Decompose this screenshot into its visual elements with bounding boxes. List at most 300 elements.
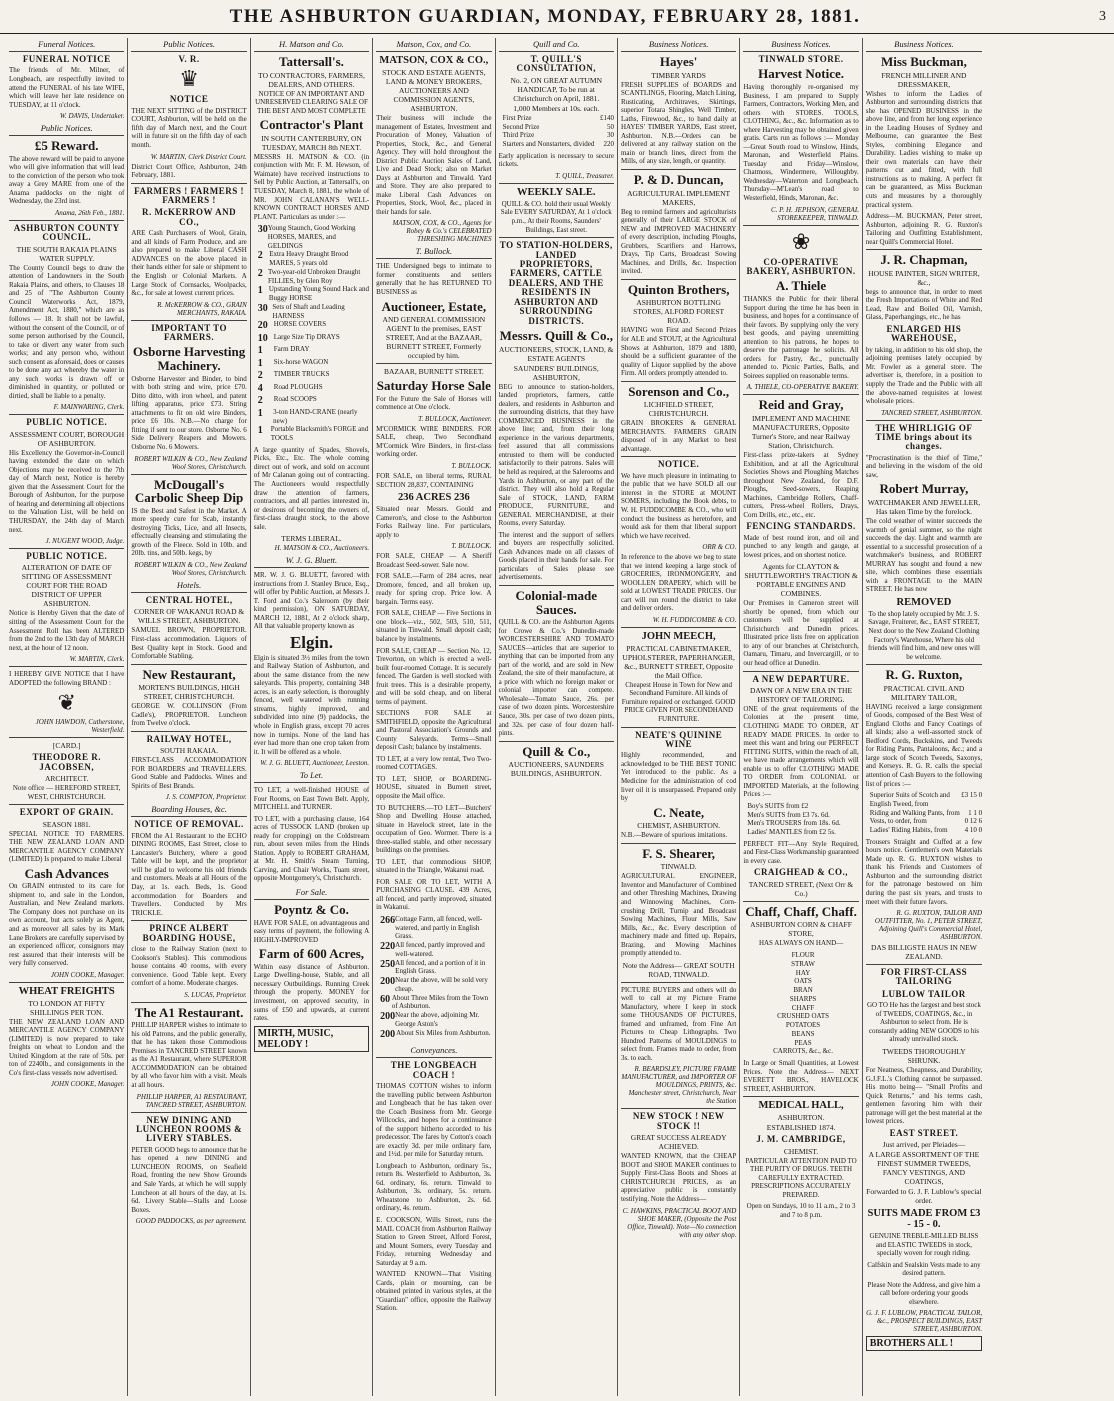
shearer-sub: TINWALD. <box>660 862 697 872</box>
cambridge-sub: CHEMIST. <box>783 1146 819 1156</box>
meech-heading: JOHN MEECH, <box>641 630 716 642</box>
neate-sub: CHEMIST, ASHBURTON. <box>637 821 721 831</box>
list-item: Ladies' MANTLES from £2 5s. <box>747 828 836 837</box>
lublow-body: GO TO He has the largest and best stock of TWEEDS, COATINGS, &c., in Ashburton to select from. He is constantly adding NEW GOODS to his already unrivalled stock. <box>866 1001 981 1044</box>
craighead-sub: TANCRED STREET, (Next Orr & Co.) <box>748 879 854 898</box>
craighead-heading: CRAIGHEAD & CO., <box>754 867 849 878</box>
section-heading: Business Notices. <box>743 38 858 52</box>
central-hotel-body: SAMUEL BROWN, PROPRIETOR. First-class accommodation. Liquors of Best Quality kept in Stock. Good and Comfortable Stabling. <box>131 626 247 661</box>
list-item: 220 All fenced, partly improved and well-watered. <box>380 941 485 958</box>
wheat-heading: WHEAT FREIGHTS <box>18 985 115 997</box>
list-item: 2 Two-year-old Unbroken Draught FILLIES, by Glen Roy <box>257 267 361 285</box>
chapman-body: begs to announce that, in order to meet the Fresh Importations of White and Red Lead, Raw and Boiled Oil, Varnish, Glass, Paperhangings, etc., he has <box>865 287 983 322</box>
acres-heading: 236 ACRES 236 <box>397 492 470 504</box>
hayes-body: FRESH SUPPLIES of BOARDS and SCANTLINGS, Flooring, Match Lining, Rusticating, Architraves, Skirtings, superior Totara Shingles, Well Timber, Laths, Firewood, &c., to hand daily at HAYES' TIMBER YARDS, East street, Ashburton. N.B.—Orders can be delivered at any railway station on the main or branch lines, direct from the Mills, of any size, length, or quantity. <box>620 80 737 166</box>
bluett-body: MR. W. J. G. BLUETT, favored with instructions from J. Stanley Bruce, Esq., will offer by Public Auction, at Messrs J. T. Ford and Co.'s Saleroom (by their kind permission), ON SATURDAY, MARCH 12, 1881, At 2 o'clock sharp, All that valuable property known as <box>253 571 370 631</box>
lublow-side-label: LUBLOW TAILOR <box>882 988 966 999</box>
duncan-body: Beg to remind farmers and agriculturists generally of their LARGE STOCK of NEW and IMPROVED MACHINERY of every description, including Ploughs, Grubbers, Scarifiers and Harrows, Drays, Tip Carts, Broadcast Sowing Machines, and Drills, &c. Inspection invited. <box>620 207 737 276</box>
fencing-body: Made of best round iron, and oil and punched to any length and gauge, at lowest prices, and on shortest notice. <box>743 533 859 559</box>
public-notice-2-signature: W. MARTIN, Clerk. <box>69 655 125 664</box>
tinwald-store-heading: TINWALD STORE. <box>758 54 844 64</box>
tattersall-sub: TO CONTRACTORS, FARMERS, DEALERS, AND OTHERS. <box>258 70 365 89</box>
reward-heading: £5 Reward. <box>34 138 99 154</box>
list-item: POTATOES <box>785 1021 821 1029</box>
column-6 <box>618 38 740 1396</box>
matson-heading: MATSON, COX & CO., <box>379 55 489 66</box>
list-item: Boy's SUITS from £2 <box>747 801 809 810</box>
prize-list <box>503 114 614 149</box>
enlarged-signature: TANCRED STREET, ASHBURTON. <box>881 408 983 417</box>
mckerrow-heading: R. McKERROW AND CO., <box>142 207 237 227</box>
central-hotel-heading: CENTRAL HOTEL, <box>145 595 233 605</box>
notice-heading: NOTICE. <box>658 459 700 470</box>
picture-signature: R. BEARDSLEY, PICTURE FRAME MANUFACTURER, and IMPORTER OF MOULDINGS, PRINTS, &c. Manchester street, Christchurch, Near the Station <box>621 1065 737 1106</box>
removal-heading: NOTICE OF REMOVAL. <box>134 819 244 830</box>
page-columns <box>6 38 1108 1396</box>
mckerrow-body: ARE Cash Purchasers of Wool, Grain, and all kinds of Farm Produce, and are also prepared to make Liberal CASH ADVANCES on the above placed in their hands either for sale or shipment to the English or Colonial Markets. A Large Stock of Cornsacks, Woolpacks, &c., for sale at lowest current prices. <box>131 229 247 298</box>
luncheon-signature: GOOD PADDOCKS, as per agreement. <box>135 1217 247 1226</box>
ruxton-body-2: Trousers Straight and Cuffed at a few hours notice. Gentlemen's own Materials Made up. R. G. RUXTON wishes to thank his Friends and Customers of Ashburton and the surrounding district for the patronage bestowed on him during the past six years, and trusts to meet with their future favors. <box>865 837 983 906</box>
cambridge-footer: Open on Sundays, 10 to 11 a.m., 2 to 3 and 7 to 8 p.m. <box>746 1202 856 1219</box>
page-number: 3 <box>1099 8 1106 24</box>
acres-signature: T. BULLOCK. <box>451 542 492 551</box>
lublow-body-2: For Neatness, Cheapness, and Durability, G.J.F.L.'s Clothing cannot be surpassed. His motto being— "Small Profits and Quick Returns," and his terms cash, gentlemen favoring him with their patronage will get the best material at the lowest prices. <box>865 1066 983 1126</box>
medical-hall-established: ESTABLISHED 1874. <box>766 1123 836 1133</box>
thiele-signature: A. THIELE, CO-OPERATIVE BAKERY. <box>746 383 859 392</box>
mckerrow-signature: R. McKERROW & CO., GRAIN MERCHANTS, RAKAIA. <box>157 300 247 317</box>
council-body: The County Council begs to draw the attention of Landowners in the South Rakaia Plains, and others, to Clauses 18 and 25 of "The Ashburton County Council Waterworks Act, 1879, Amendment Act, 1880," which are as follows — 18. It shall not be lawful, without the consent of the Council, or of some person authorised by the Council, to take or divert any water from such works; and any person who, without such consent as aforesaid, does or causes to be done any act whereby the water in any such works is drawn off or diminished in quantity, or polluted or dirtied, shall be liable to a penalty. <box>9 263 125 400</box>
chaff-heading: Chaff, Chaff, Chaff. <box>745 903 857 919</box>
quill-footer-heading: Quill & Co., <box>522 743 591 759</box>
public-notice-2-heading: PUBLIC NOTICE. <box>26 551 108 562</box>
list-item: 1 Six-horse WAGON <box>257 357 329 369</box>
osborne-heading: Osborne Harvesting Machinery. <box>132 344 246 374</box>
list-item: CRUSHED OATS <box>777 1012 829 1021</box>
council-subheading: THE SOUTH RAKAIA PLAINS WATER SUPPLY. <box>16 244 117 263</box>
section-heading: For Sale. <box>254 886 369 900</box>
section-12-body: FOR SALE, CHEAP — Section No. 12, Trevorton, on which is erected a well-built four-roomed Cottage. It is securely fenced. The Garden is well stocked with fruit trees. This is a desirable property, and will be sold cheap, and on liberal terms of payment. <box>376 646 492 706</box>
cambridge-heading: J. M. CAMBRIDGE, <box>756 1134 846 1145</box>
ruxton-signature: R. G. RUXTON, TAILOR AND OUTFITTER, No. 1, PETER STREET, Adjoining Quill's Commercial Hotel, ASHBURTON. <box>874 909 983 942</box>
clayton-heading: Agents for CLAYTON & SHUTTLEWORTH'S TRACTION & PORTABLE ENGINES AND COMBINES. <box>744 562 858 599</box>
plant-body: MESSRS H. MATSON & CO. (in conjunction with Mr. F. M. Hewson, of Waimate) have received instructions to Sell by Public Auction, at Tattersall's, on TUESDAY, March 8, 1881, the whole of MR. JOHN CALANAN'S WELL-KNOWN CONTRACT HORSES AND PLANT. Particulars as under :— <box>253 152 370 221</box>
osborne-body: Osborne Harvester and Binder, to bind with both string and wire, price £70. Ditto ditto, with iron wheel, and patent lifting apparatus, price £73. String attachments to fit on old wire Binders, price £6 10s. N.B.—No charge for fitting if sent to our store. Osborne No. 6 Side Delivery Reapers and Mowers. Osborne No. 6 Mowers. <box>131 374 247 451</box>
list-item: 30 Young Staunch, Good Working HORSES, MARES, and GELDINGS <box>257 224 356 250</box>
purchasing-clause-body: FOR SALE OR TO LET, WITH A PURCHASING CLAUSE. 439 Acres, all fenced, and partly improved, situated in Wakanui. <box>376 877 492 912</box>
masthead <box>0 0 1114 34</box>
neate-heading: C. Neate, <box>653 804 705 820</box>
luncheon-body: PETER GOOD begs to announce that he has opened a new DINING and LUNCHEON ROOMS, on Seafield Road, fronting the new Show Grounds and Sale Yards, at which he will supply Luncheon at all hours of the day, at 1s. 6d. Livery Stable—Stalls and Loose Boxes. <box>131 1145 247 1214</box>
list-item: CHAFF <box>791 1003 815 1012</box>
reid-gray-body: First-class prize-takers at Sydney Exhibition, and at all the Agricultural Societies Shows and Ploughing Matches throughout New Zealand, for D.F. Ploughs, Seed-sowers, Reaping Machines, Cambridge Rollers, Chaff-cutters, Press-wheel Rollers, Drays, Corn Drills, etc., etc., etc. <box>743 450 859 519</box>
tinwald-signature: C. P. H. JEPHSON, GENERAL STOREKEEPER, TINWALD. <box>770 205 859 222</box>
hayes-heading: Hayes' <box>659 54 698 69</box>
list-item: BEANS <box>791 1029 815 1038</box>
price-list <box>747 802 858 837</box>
new-stock-heading: NEW STOCK ! NEW STOCK !! <box>632 1111 725 1131</box>
new-stock-body: WANTED KNOWN, that the CHEAP BOOT and SHOE MAKER continues to Supply First-Class Boots and Shoes at CHRISTCHURCH PRICES, as an appreciative public is constantly testifying. Note the Address— <box>620 1152 737 1204</box>
plant-body-2: A large quantity of Spades, Shovels, Picks, Etc., Etc. The whole coming direct out of work, and sold on account of Mr Calanan going out of contracting. The Auctioneers would respectfully draw the attention of farmers, contractors, and all parties interested in, or desirous of becoming the owners of, first-class draught stock, to the above sale. <box>253 445 370 531</box>
list-item: 200 About Six Miles from Ashburton. <box>380 1028 491 1040</box>
list-item: 266 Cottage Farm, all fenced, well-watered, and partly in English Grass. <box>380 914 483 941</box>
ruxton-sub: PRACTICAL CIVIL AND MILITARY TAILOR, <box>883 683 965 702</box>
important-farmers-heading: IMPORTANT TO FARMERS. <box>151 322 227 343</box>
reward-body: The above reward will be paid to anyone who will give information that will lead to the conviction of the person who took away a Grey MARE from one of the Anama paddocks on the night of Wednesday, the 23rd inst. <box>9 154 125 206</box>
railway-hotel-sub: SOUTH RAKAIA. <box>160 746 219 756</box>
new-stock-sub: GREAT SUCCESS ALREADY ACHIEVED. <box>630 1133 727 1152</box>
list-item: 200 Near the above, adjoining Mr. George Aston's <box>380 1011 480 1028</box>
railway-hotel-signature: J. S. COMPTON, Proprietor. <box>165 793 247 802</box>
smithfield-body: SECTIONS FOR SALE at SMITHFIELD, opposite the Agricultural and Pastoral Association's Grounds and County Saleyards. Terms—Small deposit Cash; balance by instalments. <box>376 709 492 752</box>
thiele-heading: A. Thiele <box>775 278 827 294</box>
farmers-heading: FARMERS ! FARMERS ! FARMERS ! <box>134 185 245 206</box>
list-item: 10 Large Size Tip DRAYS <box>257 332 340 344</box>
railway-hotel-body: FIRST-CLASS ACCOMMODATION FOR BOARDERS and TRAVELLERS. Good Stable and Paddocks. Wines and Spirits of Best Brands. <box>131 756 247 790</box>
a1-signature: PHILLIP HARPER, A1 RESTAURANT, TANCRED STREET, ASHBURTON. <box>136 1092 247 1109</box>
removed-body: To the shop lately occupied by Mr. J. S. Savage, Fruiterer, &c., EAST STREET, Next door to the New Zealand Clothing Factory's Warehouse, Where his old friends will find him, and new ones will be welcome. <box>867 609 980 661</box>
sorenson-heading: Sorenson and Co., <box>628 383 730 399</box>
clayton-body: Our Premises in Cameron street will shortly be opened, from which our customers will be supplied at Christchurch and Dunedin prices. Illustrated price lists free on application to any of our branches at Christchurch, Oamaru, Timaru, and Invercargill, or to our head office at Dunedin. <box>743 599 859 667</box>
list-item: 2 TIMBER TRUCKS <box>257 370 330 382</box>
assortment-label: A LARGE ASSORTMENT OF THE FINEST SUMMER TWEEDS, FANCY VESTINGS, AND COATINGS, <box>868 1150 980 1187</box>
lublow-signature: G. J. F. LUBLOW, PRACTICAL TAILOR, &c., PROSPECT BUILDINGS, EAST STREET, ASHBURTON. <box>866 1309 983 1334</box>
new-restaurant-heading: New Restaurant, <box>142 666 236 682</box>
quinton-sub: ASHBURTON BOTTLING STORES, ALFORD FOREST ROAD. <box>633 298 725 326</box>
export-heading: EXPORT OF GRAIN. <box>19 807 114 818</box>
vr-heading: V. R. <box>178 54 200 64</box>
export-sub: SEASON 1881. <box>42 819 91 829</box>
cash-heading: Cash Advances <box>24 865 109 881</box>
new-stock-signature: C. HAWKINS, PRACTICAL BOOT AND SHOE MAKER, (Opposite the Post Office, Tinwald). Note—No connection with any other shop. <box>622 1206 737 1239</box>
a1-heading: The A1 Restaurant. <box>134 1004 244 1020</box>
binders-signature: T. BULLOCK. <box>451 461 492 470</box>
weekly-sale-body: QUILL & CO. hold their usual Weekly Sale EVERY SATURDAY, At 1 o'clock p.m., At their Rooms, Saunders' Buildings, East street. <box>500 199 612 234</box>
notice-body: We have much pleasure in intimating to the public that we have SOLD all our interest in the STORE at MOUNT SOMERS, including the Book debts, to W. H. FUDDICOMBE & CO., who will conduct the business as heretofore, and would ask for them that liberal support which we have received. <box>620 471 737 540</box>
ruxton-heading: R. G. Ruxton, <box>885 667 963 683</box>
sorenson-sub: LICHFIELD STREET, CHRISTCHURCH. <box>643 400 714 419</box>
medical-hall-heading: MEDICAL HALL, <box>758 1100 844 1112</box>
matson-body: Their business will include the management of Estates, Investment and Procuration of Money, Valuation of Properties, Stock, &c., and General Agency. They will hold throughout the District Public Auction Sales of Land, Live and Dead Stock; also on Market Days at Ashburton and Tinwald. Yard and Store. They are also prepared to make Liberal Cash Advances on Properties, Stock, Wool, &c., placed in their hands for sale. <box>376 114 492 216</box>
auctioneer-heading: Auctioneer, Estate, <box>381 298 487 314</box>
echo-body: FROM the A1 Restaurant to the ECHO DINING ROOMS, East Street, close to Lancaster's Butchery, where a good Table will be kept, and the proprietor will be glad to welcome his old friends and customers. Meals at all Hours of the Day, at 1s. each. Beds, 1s. Good accommodation for Boarders and Travellers. Conducted by Mrs TRICKLE. <box>131 831 247 917</box>
coach-heading: THE LONGBEACH COACH ! <box>390 1060 477 1080</box>
buckman-heading: Miss Buckman, <box>880 54 967 69</box>
quill-heading: Messrs. Quill & Co., <box>499 328 613 344</box>
list-item: 2 Road SCOOPS <box>257 395 317 407</box>
new-restaurant-body: GEORGE W. COLLINSON (From Cadle's), PROPRIETOR. Luncheon from Twelve o'clock. <box>131 702 247 728</box>
public-notice-sub: ASSESSMENT COURT, BOROUGH OF ASHBURTON. <box>9 429 125 448</box>
section-heading: Business Notices. <box>866 38 982 52</box>
list-item: Third Prize 30 <box>502 131 614 140</box>
plant-signature: H. MATSON & CO., Auctioneers. <box>274 544 370 553</box>
elgin-heading: Elgin. <box>289 632 333 652</box>
departure-sub: DAWN OF A NEW ERA IN THE HISTORY OF TAILORING. <box>750 685 853 704</box>
wheatsheaf-icon: ❀ <box>791 228 811 254</box>
acres-body: Situated near Messrs. Gould and Cameron's, and close to the Ashburton Forks Railway line. For particulars, apply to <box>376 505 492 539</box>
brand-notice: I HEREBY GIVE NOTICE that I have ADOPTED the following BRAND : <box>9 670 125 687</box>
plant-sub: IN SOUTH CANTERBURY, ON TUESDAY, MARCH 8th NEXT. <box>261 133 362 152</box>
newspaper-title: THE ASHBURTON GUARDIAN, MONDAY, FEBRUARY 28, 1881. <box>229 5 861 27</box>
chapman-sub: HOUSE PAINTER, SIGN WRITER, &c., <box>868 268 980 287</box>
column-5 <box>496 38 618 1396</box>
brand-signature: JOHN HAWDON, Cutherstone, Westerfield. <box>35 718 125 735</box>
shearer-heading: F. S. Shearer, <box>642 845 716 861</box>
section-heading: T. Bullock. <box>376 245 491 259</box>
terms-label: TERMS LIBERAL. <box>281 534 342 544</box>
enlarged-heading: ENLARGED HIS WAREHOUSE, <box>886 323 962 344</box>
column-2 <box>128 38 250 1396</box>
farm-heading: Farm of 600 Acres, <box>258 946 365 962</box>
section-heading: Conveyances. <box>376 1044 491 1058</box>
column-8 <box>863 38 985 1396</box>
brothers-heading: BROTHERS ALL ! <box>866 1336 982 1351</box>
section-heading: Hotels. <box>131 579 246 593</box>
bullock-body: THE Undersigned begs to intimate to former constituents and settlers generally that he has RETURNED TO BUSINESS as <box>376 262 492 296</box>
ruxton-body: HAVING received a large consignment of Goods, composed of the Best West of England Cloths and Fancy Coatings of all kinds; also a well-assorted stock of Bedford Cords, Buckskins, and Tweeds for Riding Pants, Pantaloons, &c.; and a large stock of Scotch Tweeds, Saxonys, and Kerseys. R. G. R. calls the special attention of Cash Buyers to the following list of prices :— <box>865 702 983 788</box>
buckman-sub: FRENCH MILLINER AND DRESSMAKER, <box>881 70 967 89</box>
prince-albert-signature: S. LUCAS, Proprietor. <box>184 990 247 999</box>
buckman-body: Wishes to inform the Ladies of Ashburton and surrounding districts that she has OPENED BUSINESS in the above line, and from her long experience in the Leading Houses of Sydney and Melbourne, can guarantee the Best Styles, combining Elegance and Durability. Ladies wishing to make up their own materials can have their patterns cut and fitted, with full instructions as to making. A perfect fit can be guaranteed, as Miss Buckman cuts and measures by a thoroughly practical system. <box>865 89 983 209</box>
chaff-items <box>747 951 858 1056</box>
funeral-heading: FUNERAL NOTICE <box>22 54 111 64</box>
quill-body-2: The interest and the support of sellers and buyers are respectfully solicited. Cash Advances made on all classes of Goods placed in their hands for sale. For particulars of Sales please see advertisements. <box>498 530 614 582</box>
buckman-signature: Address—M. BUCKMAN, Peter street, Ashburton, adjoining R. G. Ruxton's Tailoring and Outfitting Establishment, near Quill's Commercial Hotel. <box>865 212 983 246</box>
list-item: CARROTS, &c., &c. <box>773 1047 833 1056</box>
column-7 <box>740 38 862 1396</box>
notice-signature-2: W. H. FUDDICOMBE & CO. <box>652 615 737 624</box>
plant-items <box>258 224 369 443</box>
section-heading: Public Notices. <box>9 122 124 136</box>
picture-body: PICTURE BUYERS and others will do well to call at my Picture Frame Manufactory, where I keep in stock some THOUSANDS OF PICTURES, framed and unframed, from Fine Art Pictures to Cheap Lithographs. Two Hundred Patterns of MOULDINGS to select from. Frames made to order, from 3s. to each. <box>620 985 737 1062</box>
consultation-sub: No. 2, ON GREAT AUTUMN HANDICAP, To be run at Christchurch on April, 1881. <box>510 75 603 103</box>
departure-body: ONE of the great requirements of the Colonies at the present time, CLOTHING MADE TO ORDER, AT READY MADE PRICES. In order to meet this want and bring our PERFECT FITTING SUITS, within the reach of all, we have made arrangements which will enable us to offer CLOTHING MADE TO ORDER from COLONIAL or IMPORTED Materials, at the following Prices :— <box>743 704 859 799</box>
list-item: Riding and Walking Pants, from 1 1 0 <box>869 808 983 817</box>
meech-body: Cheapest House in Town for New and Secondhand Furniture. All kinds of Furniture repaired or exchanged. GOOD PRICE GIVEN FOR SECONDHAND FURNITURE. <box>621 680 736 723</box>
binders-body: M'CORMICK WIRE BINDERS. FOR SALE, cheap, Two Secondhand M'Cormick Wire Binders, in first-class working order. <box>376 424 492 459</box>
departure-heading: A NEW DEPARTURE. <box>752 673 850 684</box>
thiele-body: THANKS the Public for their liberal Support during the time he has been in business, and hopes for a continuance of their favors. By supplying only the very best goods, and paying unremitting attention to his patrons, he hopes to deserve the patronage he solicits. All orders for Pastry, &c., punctually attended to. Picnic Parties, Balls, and Soirees supplied on reasonable terms. <box>743 295 859 380</box>
list-item: Superior Suits of Scotch and English Tweed, from £3 15 0 <box>869 791 983 808</box>
jacobsen-sub: ARCHITECT. <box>44 774 89 784</box>
neate-body: N.B.—Beware of spurious imitations. <box>620 831 728 840</box>
medical-hall-sub: ASHBURTON. <box>777 1113 825 1123</box>
consultation-heading: T. QUILL'S CONSULTATION, <box>516 54 597 74</box>
ruxton-prices <box>870 791 982 835</box>
farm-body: Within easy distance of Ashburton. Large Dwelling-house, Stable, and all necessary Outbuildings. Running Creek through the property. MONEY for investment, on approved security, in sums of £50 and upwards, at current rates. <box>253 962 370 1023</box>
section-heading: Business Notices. <box>621 38 736 52</box>
prince-albert-heading: PRINCE ALBERT BOARDING HOUSE, <box>142 923 236 943</box>
jacobsen-address: Note office — HEREFORD STREET, WEST, CHRISTCHURCH. <box>12 784 121 801</box>
removed-heading: REMOVED <box>896 596 952 608</box>
murray-body: The cold weather of winter succeeds the warmth of genial summer, so the night succeeds the day. Light and warmth are essential to a successful prosecution of a watchmaker's business, and ROBERT MURRAY has sought and found a new site, which combines these essentials with a FRONTAGE to the MAIN STREET. He has now <box>865 517 983 594</box>
quinine-body: Highly recommended, and acknowledged to be THE BEST TONIC Yet introduced to the public. As a Medicine for the administration of cod liver oil it is unsurpassed. Prepared only by <box>620 751 737 803</box>
please-note-body: Please Note the Address, and give him a call before ordering your goods elsewhere. <box>867 1280 981 1306</box>
consultation-body: Early application is necessary to secure tickets. <box>498 151 614 169</box>
shearer-body: AGRICULTURAL ENGINEER, Inventor and Manufacturer of Combined and other Threshing Machines, Drawing and Winnowing Machines, Corn-crushing Drill, Turnip and Broadcast Sowing Machines, Flour Mills, Saw Mills, &c., &c. Every description of machinery made and fitted up. Repairs, Brazing, and Mowing Machines promptly attended to. <box>620 872 737 958</box>
enlarged-body: by taking, in addition to his old shop, the adjoining premises lately occupied by Mr. Fowler as a general store. The advertiser is, therefore, in a position to supply the Trade and the Public with all the above-named requisites at lowest wholesale prices. <box>865 345 983 406</box>
genuine-body: GENUINE TREBLE-MILLED BLISS and ELASTIC TWEEDS in stock, specially woven for rough riding. <box>869 1232 979 1258</box>
weekly-sale-heading: WEEKLY SALE. <box>516 186 596 198</box>
cottages-body: TO LET, at a very low rental, Two Two-roomed COTTAGES. <box>376 754 492 772</box>
coach-body: THOMAS COTTON wishes to inform the travelling public between Ashburton and Longbeach that he has taken over the Coach Business from Mr. George Willcocks, and hopes for a continuance of the support hitherto accorded to his predecessor. The fares by Cotton's coach are exactly 3d. per mile ordinary fare, and 1½d. per mile for Saturday return. <box>376 1082 492 1159</box>
list-item: 250 All fenced, and a portion of it in English Grass. <box>380 958 486 976</box>
to-let-2-body: TO LET, with a purchasing clause, 164 acres of TUSSOCK LAND (broken up ready for cropping) on the Coldstream run, about seven miles from the Hinds Station. Apply to ROBERT GRAHAM, at Mr. H. Smith's Steam Turning, Carving, and Chair Works, Tuam street, opposite Montgomery's, Christchurch. <box>253 814 370 883</box>
a1-body: PHILLIP HARPER wishes to intimate to his old Patrons, and the public generally, that he has taken those Commodious Premises in TANCRED STREET known as the A1 Restaurant, where SUPERIOR ACCOMMODATION can be obtained by all who favor him with a visit. Meals at all hours. <box>131 1021 247 1089</box>
list-item: 30 Sets of Shaft and Leading HARNESS <box>257 302 345 320</box>
quinton-heading: Quinton Brothers, <box>627 281 730 297</box>
list-item: BRAN <box>793 986 813 994</box>
list-item: First Prize £140 <box>502 113 614 122</box>
hayes-sub: TIMBER YARDS <box>651 70 706 80</box>
coach-times: Longbeach to Ashburton, ordinary 5s., return 8s. Westerfield to Ashburton, 3s. 6d. ordinary, 6s. return. Tinwald to Ashburton, 3s. ordinary, 5s. return. Wheatstone to Ashburton, 2s. 6d. ordinary, 4s. return. <box>376 1161 492 1213</box>
lublow-heading: FOR FIRST-CLASS TAILORING <box>880 967 968 987</box>
cash-body: On GRAIN entrusted to its care for shipment to, and sale in the London, Australian, and New Zealand markets. The Company does not purchase on its own account, but acts solely as Agent, and as moreover all sales by its Mark Lane Brokers are carefully supervised by an experienced officer, consignors may rest assured that their interests will be very fully conserved. <box>9 882 125 968</box>
column-1 <box>6 38 128 1396</box>
public-notice-signature: J. NUGENT WOOD, Judge. <box>45 537 125 546</box>
column-4 <box>373 38 495 1396</box>
harvest-heading: Harvest Notice. <box>758 66 844 82</box>
calfskin-body: Calfskin and Sealskin Vests made to any desired pattern. <box>867 1260 981 1278</box>
quinine-heading: NEATE'S QUININE WINE <box>635 729 723 749</box>
shearer-address: Note the Address— GREAT SOUTH ROAD, TINWALD. <box>622 960 735 979</box>
list-item: PEAS <box>794 1038 812 1047</box>
duncan-heading: P. & D. Duncan, <box>633 171 724 187</box>
district-notice-body: THE NEXT SITTING of the DISTRICT COURT, Ashburton, will be held on the fifth day of March next, and the Court will in future sit on the fifth day of each month. <box>131 106 247 149</box>
chaff-body-2: In Large or Small Quantities, at Lowest Prices. Note the Address— NEXT EVERETT BROS., HAVELOCK STREET, ASHBURTON. <box>743 1059 859 1093</box>
public-notice-heading: PUBLIC NOTICE. <box>26 417 108 428</box>
consultation-signature: T. QUILL, Treasurer. <box>555 171 614 180</box>
section-heading: To Let. <box>254 769 369 783</box>
sheep-dip-body: IS the Best and Safest in the Market. A more speedy cure for Scab, instantly destroying Ticks, Lice, and all Insects, effectually cleansing and stimulating the growth of the Fleece. Sold in 10lb. and 20lb. tins, and 50lb. kegs, by <box>131 506 247 558</box>
section-heading: H. Matson and Co. <box>254 38 369 52</box>
sorenson-body: GRAIN BROKERS & GENERAL MERCHANTS. FARMERS GRAIN disposed of in any Market to best advantage. <box>620 419 737 453</box>
prince-albert-body: close to the Railway Station (next to Cookson's Stables). This commodious house contains 40 rooms, with every convenience. Good Table kept. Every comfort of a home. Moderate charges. <box>131 944 247 988</box>
luncheon-heading: NEW DINING AND LUNCHEON ROOMS & LIVERY STABLES. <box>136 1114 243 1144</box>
poyntz-body: HAVE FOR SALE, on advantageous and easy terms of payment, the following A HIGHLY-IMPROVED <box>253 918 370 944</box>
public-notice-body: His Excellency the Governor-in-Council having extended the date on which Objections may be received to the 7th day of March next, Notice is hereby given that the Assessment Court for the Borough of Ashburton, for the purpose of hearing and determining all objections to the Valuation List, will be held on THURSDAY, the 24th day of March next. <box>9 448 125 534</box>
section-heading: W. J. G. Bluett. <box>254 554 369 568</box>
plant-heading: Contractor's Plant <box>259 117 364 133</box>
forwarded-label: Forwarded to G. J. F. Lublow's special order. <box>866 1187 982 1206</box>
list-item: 1 Farm DRAY <box>257 345 310 357</box>
list-item: Men's SUITS from £3 7s. 6d. <box>747 810 830 819</box>
murray-heading: Robert Murray, <box>879 481 969 497</box>
list-item: 2 Extra Heavy Draught Brood MARES, 5 years old <box>257 250 349 268</box>
plots-list <box>380 915 491 1041</box>
list-item: 20 HORSE COVERS <box>257 320 327 332</box>
tattersall-heading: Tattersall's. <box>279 54 344 69</box>
list-item: 1 Portable Blacksmith's FORGE and TOOLS <box>257 425 369 443</box>
osborne-signature: ROBERT WILKIN & CO., New Zealand Wool Stores, Christchurch. <box>134 454 247 471</box>
matson-signature: MATSON, COX, & CO., Agents for Robey & Co.'s CELEBRATED THRESHING MACHINES <box>392 219 492 244</box>
tinwald-body: Having thoroughly re-organised my Business, I am prepared to Supply Farmers, Contractors, Working Men, and others with STORES. TOOLS, CLOTHING, &c., &c. Information as to where Harvesting may be obtained given gratis. Carts run as follows :— Monday—Great South road to Winslow, Hinds, Maronan, and Westerfield Plains. Tuesday and Friday—Winslow, Chatmoss, Windermere, Willoughby. Wednesday—Waterton and Longbeach. Thursday—M'Lean's road to Westerfield, Hinds, Maronan, &c. <box>743 83 859 202</box>
cambridge-body: PARTICULAR ATTENTION PAID TO THE PURITY OF DRUGS. TEETH CAREFULLY EXTRACTED. PRESCRIPTIONS ACCURATELY PREPARED. <box>745 1156 857 1199</box>
jacobsen-heading: THEODORE R. JACOBSEN, <box>32 752 101 772</box>
card-label: [CARD.] <box>52 741 81 751</box>
list-item: Second Prize 50 <box>502 122 614 131</box>
list-item: Vests, to order, from 0 12 6 <box>869 817 983 826</box>
list-item: Men's TROUSERS from 18s. 6d. <box>747 819 841 828</box>
wheat-body: THE NEW ZEALAND LOAN AND MERCANTILE AGENCY COMPANY (LIMITED) is now prepared to take freights on wheat to London and the United Kingdom at the rate of 50s. per ton of 2240lb., and consignments in the Co's first-class vessels now advertised. <box>9 1017 125 1077</box>
railway-hotel-heading: RAILWAY HOTEL, <box>146 733 232 744</box>
cash-signature: JOHN COOKE, Manager. <box>50 970 125 979</box>
tweeds-label: TWEEDS THOROUGHLY SHRUNK. <box>882 1047 966 1066</box>
boarding-body: TO LET, SHOP, or BOARDING-HOUSE, situated in Burnett street, opposite the Mail office. <box>376 774 492 800</box>
district-notice-signature: W. MARTIN, Clerk District Court. <box>150 152 247 161</box>
central-hotel-sub: CORNER OF WAKANUI ROAD & WILLS STREET, ASHBURTON. <box>133 607 245 626</box>
list-item: 4 Road PLOUGHS <box>257 382 323 394</box>
sheep-dip-heading: McDougall's Carbolic Sheep Dip <box>134 476 244 506</box>
notice-body-2: In reference to the above we beg to state that we intend keeping a large stock of GROCERIES, IRONMONGERY, and WOOLLEN DRAPERY, which will be sold at LOWEST TRADE PRICES. Our cart will run round the district to take and deliver orders. <box>620 553 737 613</box>
district-notice-heading: NOTICE <box>169 94 209 105</box>
pleiades-label: Just arrived, per Pleiades— <box>882 1140 966 1150</box>
reward-signature: Anama, 26th Feb., 1881. <box>54 208 125 217</box>
quill-sub: AUCTIONEERS, STOCK, LAND, & ESTATE AGENTS <box>499 344 614 363</box>
meech-sub: PRACTICAL CABINETMAKER, UPHOLSTERER, PAPERHANGER, &c., BURNETT STREET, Opposite the Mail Office. <box>622 643 735 680</box>
cheap-sower-body: FOR SALE, CHEAP — A Sheriff Broadcast Seed-sower. Sale now. <box>376 552 492 569</box>
sheep-dip-signature: ROBERT WILKIN & CO., New Zealand Wool Stores, Christchurch. <box>134 561 247 577</box>
list-item: 1 Upstanding Young Sound Hack and Buggy HORSE <box>257 285 369 303</box>
list-item: HAY <box>795 968 811 977</box>
station-holders-heading: TO STATION-HOLDERS, LANDED PROPRIETORS, FARMERS, CATTLE DEALERS, AND THE RESIDENTS IN ASHBURTON AND SURROUNDING DISTRICTS. <box>499 240 613 326</box>
to-let-body: TO LET, a well-finished HOUSE of Four Rooms, on East Town Belt. Apply, MITCHELL and TURNER. <box>253 786 370 812</box>
royal-crest-icon: ♛ <box>179 66 199 92</box>
fencing-heading: FENCING STANDARDS. <box>746 521 856 532</box>
colonial-sauces-body: QUILL & CO. are the Ashburton Agents for Crowe & Co.'s Dunedin-made WORCESTERSHIRE AND TOMATO SAUCES—articles that are superior to anything that can be imported from any part of the world, and are sold in New Zealand, the site of their manufacture, at a price with which no foreign maker or colonial importer can compete. Wholesale—Tomato Sauce, 26s. per case of two dozen pints. Worcestershire Sauce, 30s. per case of two dozen pints, and 32s. per case of four dozen half-pints. <box>498 618 614 738</box>
saturday-sale-heading: Saturday Horse Sale <box>376 378 491 394</box>
wanted-body: WANTED KNOWN—That Visiting Cards, plain or mourning, can be obtained printed in various styles, at the "Guardian" office, opposite the Railway Station. <box>376 1270 492 1313</box>
commodious-shop-body: TO LET, that commodious SHOP, situated in the Triangle, Wakanui road. <box>376 857 492 875</box>
quinton-body: HAVING won First and Second Prizes for ALE and STOUT, at the Agricultural Shows at Ashburton, 1879 and 1880, should be a sufficient guarantee of the quality of Liquor supplied by the above Firm. All orders promptly attended to. <box>620 326 737 378</box>
whirligig-heading: THE WHIRLIGIG OF TIME brings about its changes. <box>875 422 973 452</box>
list-item: 60 About Three Miles from the Town of Ashburton. <box>380 993 489 1011</box>
section-body: FOR SALE, on liberal terms, RURAL SECTION 28,837, CONTAINING <box>376 471 492 489</box>
export-body: SPECIAL NOTICE TO FARMERS. THE NEW ZEALAND LOAN AND MERCANTILE AGENCY COMPANY (LIMITED) Is prepared to make Liberal <box>9 829 125 864</box>
cheap-farm-body: FOR SALE.—Farm of 284 acres, near Dromore, fenced, and all broken up, ready for spring crop. Price low. A bargain. Terms easy. <box>376 572 492 606</box>
elgin-signature: W. J. G. BLUETT, Auctioneer, Leeston. <box>260 759 370 768</box>
list-item: Starters and Nonstarters, divided 220 <box>502 140 614 149</box>
brand-mark-icon: ❦ <box>57 690 76 716</box>
quill-address: SAUNDERS' BUILDINGS, ASHBURTON, <box>513 363 599 382</box>
chaff-sub: ASHBURTON CORN & CHAFF STORE, <box>750 920 852 939</box>
funeral-body: The friends of Mr. Milner, of Longbeach, are respectfully invited to attend the FUNERAL of his late WIFE, which will leave her late residence on TUESDAY, at 11 o'clock. <box>9 66 125 109</box>
elgin-body: Elgin is situated 3½ miles from the town and Railway Station of Ashburton, and about the same distance from the new saleyards. This property, containing 348 acres, is an early selection, is thoroughly fenced, well watered with running streams, highly improved, and subdivided into nine (9) paddocks, the whole in English grass, except 70 acres now in turnips. None of the land has ever had more than one crop taken from it. It will be offered as a whole. <box>253 653 370 756</box>
german-tagline: DAS BILLIGSTE HAUS IN NEW ZEALAND. <box>871 943 977 962</box>
quill-footer-sub: AUCTIONEERS, SAUNDERS BUILDINGS, ASHBURTON. <box>508 760 604 779</box>
section-heading: Public Notices. <box>131 38 246 52</box>
council-signature: F. MAINWARING, Clerk. <box>53 403 125 412</box>
bazaar-label: BAZAAR, BURNETT STREET. <box>384 367 484 377</box>
list-item: FLOUR <box>791 951 815 959</box>
murray-sub: WATCHMAKER AND JEWELLER, Has taken Time by the forelock. <box>867 498 981 517</box>
section-heading: Funeral Notices. <box>9 38 124 52</box>
reid-gray-heading: Reid and Gray, <box>758 397 844 413</box>
public-notice-2-body: Notice is Hereby Given that the date of sitting of the Assessment Court for the Assessment Roll has been ALTERED from the 2nd to the 13th day of MARCH next, at the hour of 12 noon. <box>9 609 125 652</box>
list-item: STRAW <box>791 959 816 968</box>
quill-body: BEG to announce to station-holders, landed proprietors, farmers, cattle dealers, and residents in Ashburton and the surrounding districts, that they have COMMENCED BUSINESS in the above line; and, from their long experience in the various departments, feel assured that all commissions entrusted to them will be conducted satisfactorily to their patrons. Sales will be held as required, at the Salerooms and Yards in Ashburton, or any part of the district. They will also hold a Regular Sale of STOCK, LAND, FARM PRODUCE, FURNITURE, and GENERAL MERCHANDISE, at their Rooms, every Saturday. <box>498 382 614 528</box>
section-heading: Matson, Cox, and Co. <box>376 38 491 52</box>
bakery-heading: CO-OPERATIVE BAKERY, ASHBURTON. <box>746 256 856 276</box>
district-notice-office: District Court Office, Ashburton, 24th February, 1881. <box>131 162 247 180</box>
list-item: 200 Near the above, will be sold very cheap. <box>380 976 488 993</box>
chapman-heading: J. R. Chapman, <box>880 252 968 268</box>
notice-signature: ORR & CO. <box>702 543 737 552</box>
reid-gray-sub: IMPLEMENT AND MACHINE MANUFACTURERS, Opposite Turner's Store, and near Railway Station, Christchurch. <box>751 413 851 450</box>
section-heading: Quill and Co. <box>499 38 614 52</box>
funeral-signature: W. DAVIS, Undertaker. <box>59 112 125 121</box>
matson-sub: STOCK AND ESTATE AGENTS, LAND & MONEY BROKERS, AUCTIONEERS AND COMMISSION AGENTS, ASHBURTON. <box>382 68 486 114</box>
consultation-members: 1,000 Members at 10s. each. <box>513 103 600 113</box>
